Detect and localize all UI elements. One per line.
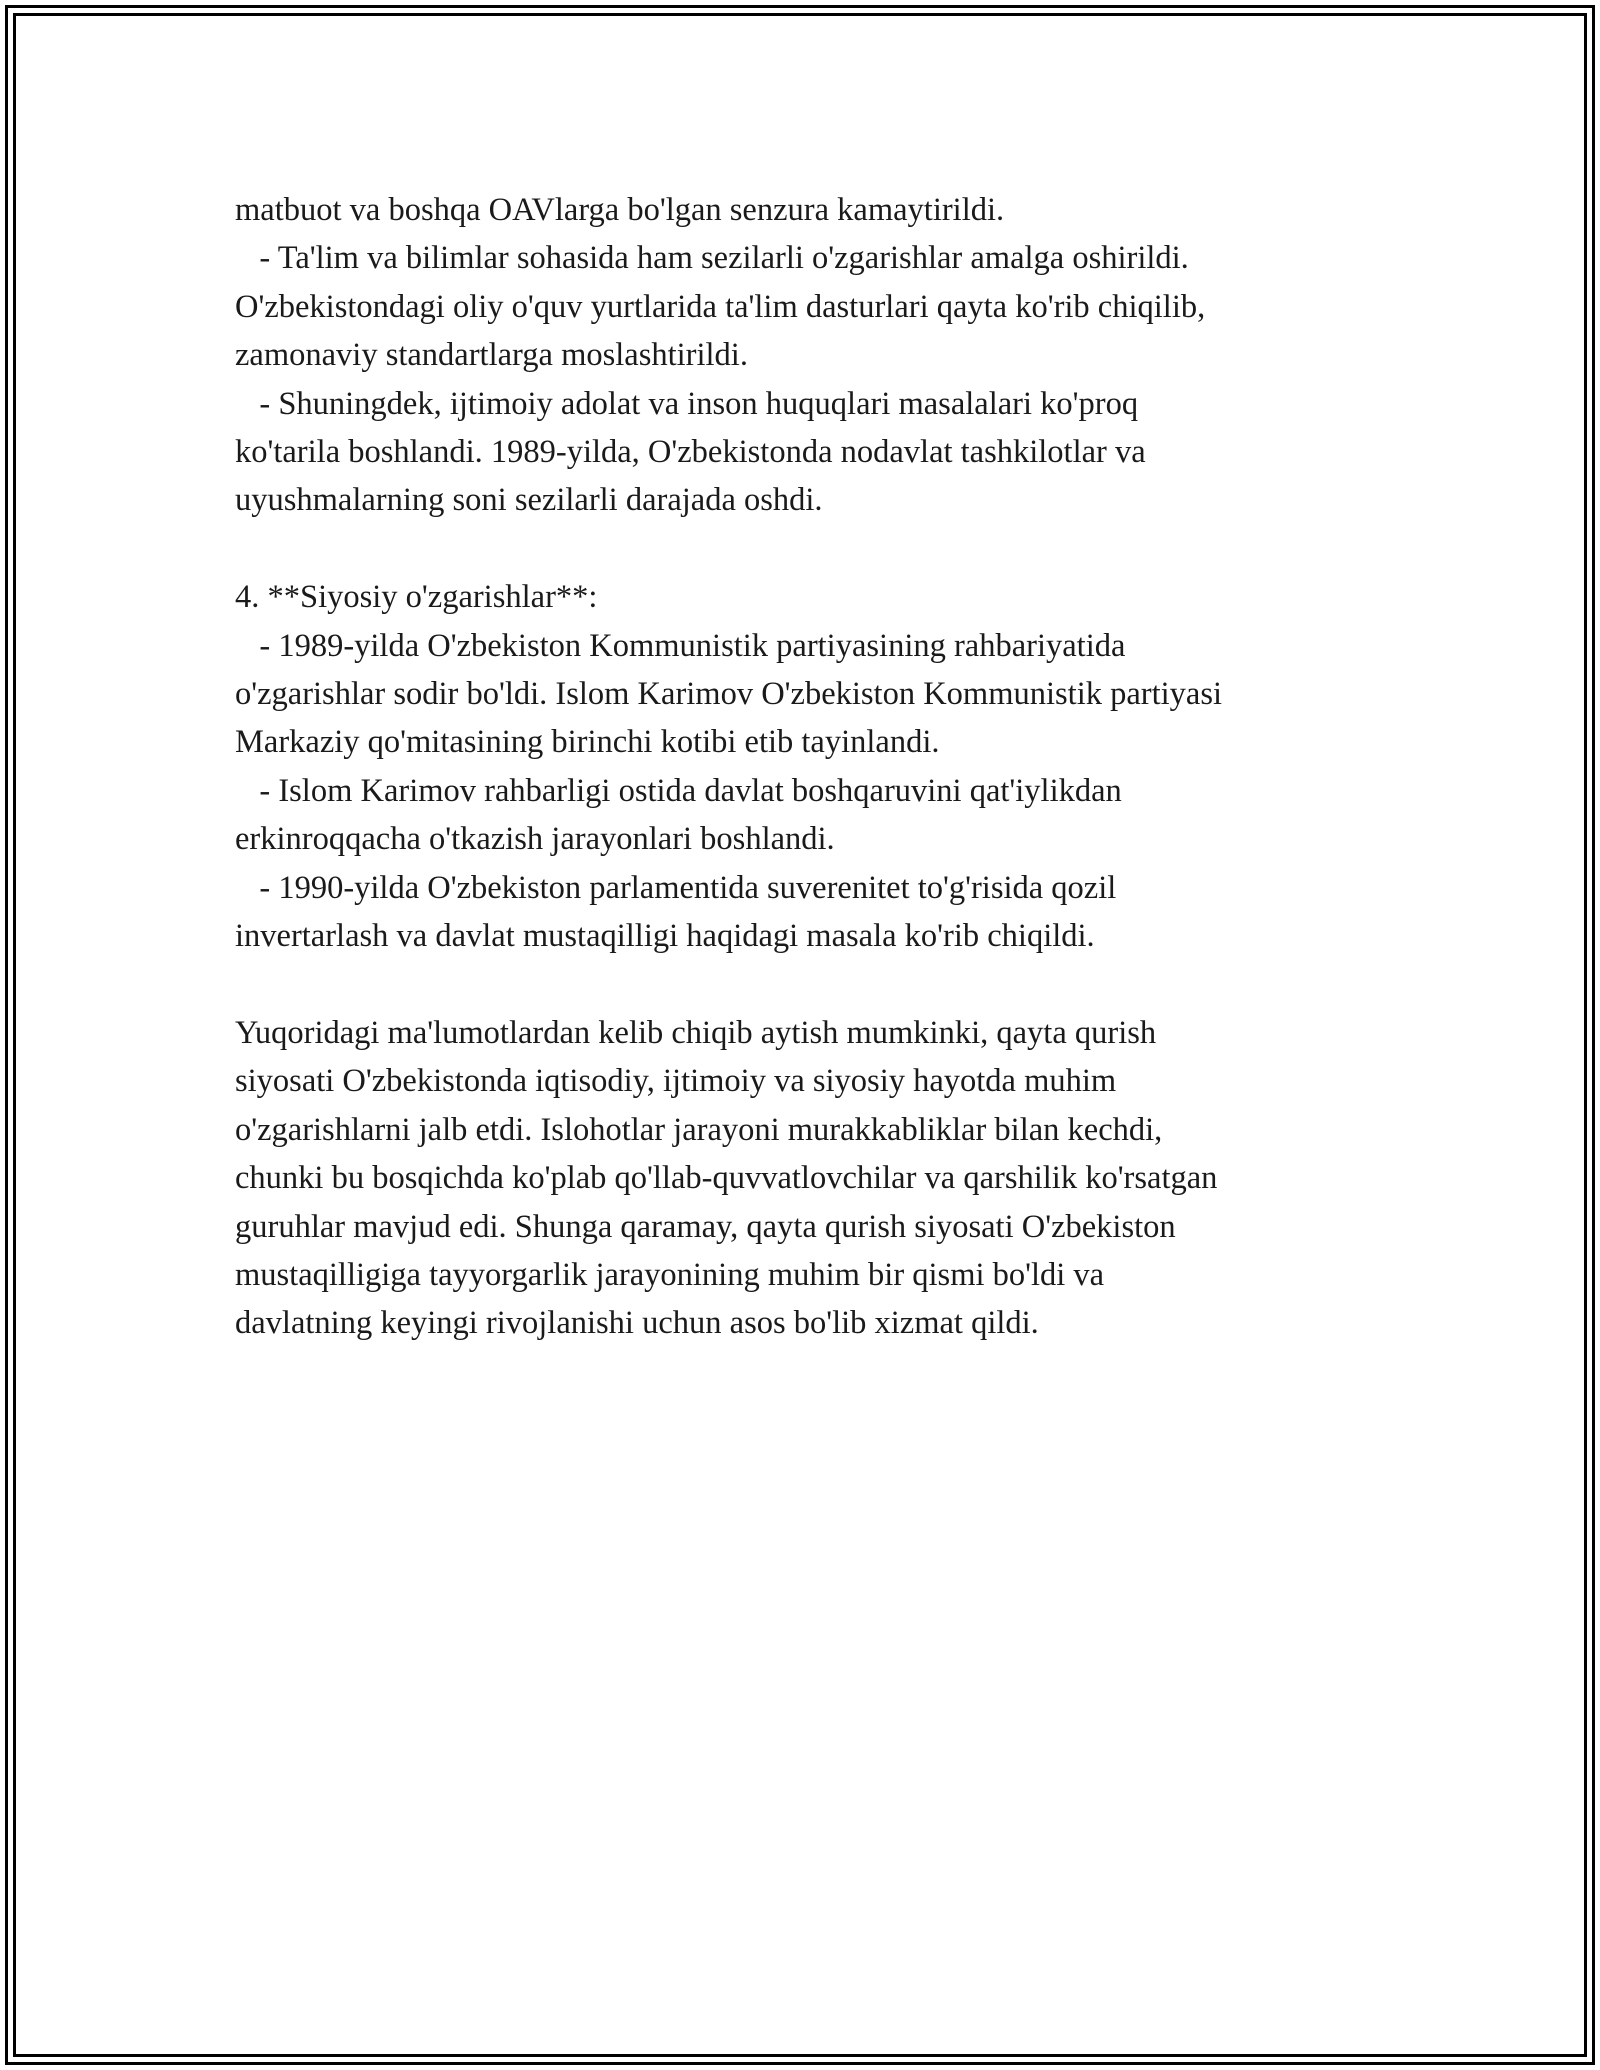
text-line: ko'tarila boshlandi. 1989-yilda, O'zbekistonda nodavlat tashkilotlar va: [235, 434, 1146, 471]
text-line: siyosati O'zbekistonda iqtisodiy, ijtimoiy va siyosiy hayotda muhim: [235, 1063, 1117, 1100]
text-line: Markaziy qo'mitasining birinchi kotibi etib tayinlandi.: [235, 724, 940, 761]
text-line: - 1989-yilda O'zbekiston Kommunistik partiyasining rahbariyatida: [235, 627, 1126, 664]
text-line: - Islom Karimov rahbarligi ostida davlat boshqaruvini qat'iylikdan: [235, 772, 1122, 809]
text-line: davlatning keyingi rivojlanishi uchun asos bo'lib xizmat qildi.: [235, 1305, 1039, 1342]
text-line: o'zgarishlarni jalb etdi. Islohotlar jarayoni murakkabliklar bilan kechdi,: [235, 1111, 1163, 1148]
text-line: mustaqilligiga tayyorgarlik jarayonining muhim bir qismi bo'ldi va: [235, 1256, 1105, 1293]
text-line: o'zgarishlar sodir bo'ldi. Islom Karimov O'zbekiston Kommunistik partiyasi: [235, 676, 1223, 713]
document-body: [235, 186, 1375, 1348]
text-line: O'zbekistondagi oliy o'quv yurtlarida ta'lim dasturlari qayta ko'rib chiqilib,: [235, 288, 1206, 325]
text-line: matbuot va boshqa OAVlarga bo'lgan senzura kamaytirildi.: [235, 192, 1005, 228]
text-line: - Ta'lim va bilimlar sohasida ham sezilarli o'zgarishlar amalga oshirildi.: [235, 240, 1189, 277]
text-line: chunki bu bosqichda ko'plab qo'llab-quvvatlovchilar va qarshilik ko'rsatgan: [235, 1160, 1218, 1197]
text-line: guruhlar mavjud edi. Shunga qaramay, qayta qurish siyosati O'zbekiston: [235, 1208, 1176, 1245]
text-line: invertarlash va davlat mustaqilligi haqidagi masala ko'rib chiqildi.: [235, 918, 1095, 955]
text-line: Yuqoridagi ma'lumotlardan kelib chiqib aytish mumkinki, qayta qurish: [235, 1014, 1157, 1051]
text-line: - Shuningdek, ijtimoiy adolat va inson huquqlari masalalari ko'proq: [235, 385, 1139, 422]
text-line: zamonaviy standartlarga moslashtirildi.: [235, 337, 748, 374]
text-line: erkinroqqacha o'tkazish jarayonlari boshlandi.: [235, 821, 835, 858]
blank-line: [235, 525, 1375, 573]
text-line: - 1990-yilda O'zbekiston parlamentida suverenitet to'g'risida qozil: [235, 869, 1117, 906]
text-line: uyushmalarning soni sezilarli darajada oshdi.: [235, 482, 823, 519]
blank-line: [235, 960, 1375, 1008]
section-heading: 4. **Siyosiy o'zgarishlar**:: [235, 579, 598, 616]
